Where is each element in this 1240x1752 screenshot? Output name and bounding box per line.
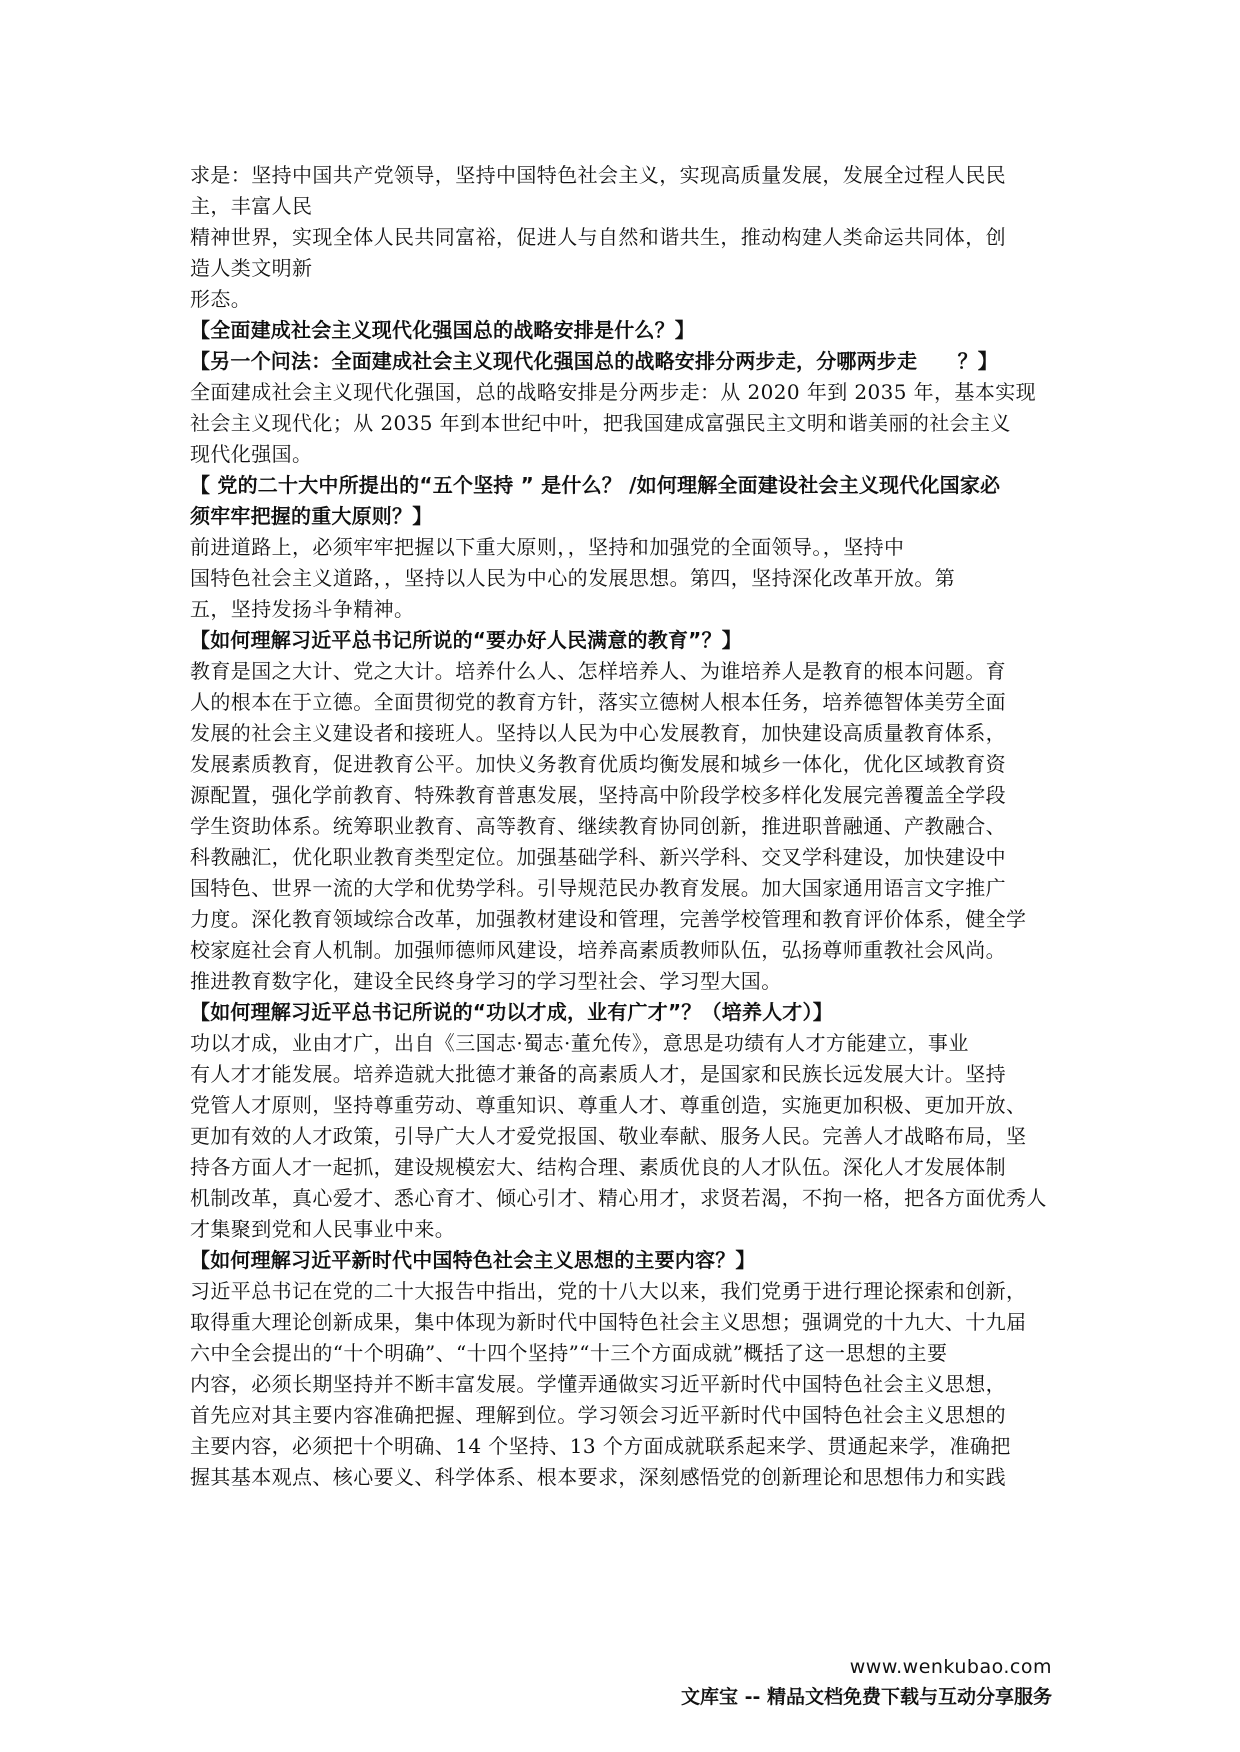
section-heading [190, 346, 1075, 377]
text-line: 握其基本观点、核心要义、科学体系、根本要求，深刻感悟党的创新理论和思想伟力和实践 [190, 1465, 1006, 1489]
text-line: 前进道路上，必须牢牢把握以下重大原则，，坚持和加强党的全面领导。，坚持中 [190, 535, 905, 559]
heading-line: 须牢牢把握的重大原则？】 [190, 504, 433, 528]
text-line: 国特色社会主义道路，，坚持以人民为中心的发展思想。第四，坚持深化改革开放。第 [190, 566, 956, 590]
text-line: 校家庭社会育人机制。加强师德师风建设，培养高素质教师队伍，弘扬尊师重教社会风尚。 [190, 938, 1006, 962]
text-line: 科教融汇，优化职业教育类型定位。加强基础学科、新兴学科、交叉学科建设，加快建设中 [190, 845, 1006, 869]
text-line: 六中全会提出的“十个明确”、“十四个坚持”“十三个方面成就”概括了这一思想的主要 [190, 1341, 948, 1365]
heading-line: 【如何理解习近平总书记所说的“要办好人民满意的教育”？】 [190, 628, 742, 652]
heading-line: 【另一个问法：全面建成社会主义现代化强国总的战略安排分两步走，分哪两步走 ？】 [190, 349, 998, 373]
text-line: 发展的社会主义建设者和接班人。坚持以人民为中心发展教育，加快建设高质量教育体系， [190, 721, 1006, 745]
footer-tagline: 文库宝 -- 精品文档免费下载与互动分享服务 [680, 1686, 1052, 1708]
body-paragraph [190, 160, 1075, 315]
text-line: 党管人才原则，坚持尊重劳动、尊重知识、尊重人才、尊重创造，实施更加积极、更加开放、 [190, 1093, 1027, 1117]
text-line: 机制改革，真心爱才、悉心育才、倾心引才、精心用才，求贤若渴，不拘一格，把各方面优秀人 [190, 1186, 1047, 1210]
section-heading [190, 470, 1075, 532]
section-heading [190, 315, 1075, 346]
text-line: 求是：坚持中国共产党领导，坚持中国特色社会主义，实现高质量发展，发展全过程人民民 [190, 163, 1006, 187]
text-line: 源配置，强化学前教育、特殊教育普惠发展，坚持高中阶段学校多样化发展完善覆盖全学段 [190, 783, 1006, 807]
body-paragraph [190, 1276, 1075, 1493]
text-line: 精神世界，实现全体人民共同富裕，促进人与自然和谐共生，推动构建人类命运共同体，创 [190, 225, 1006, 249]
text-line: 人的根本在于立德。全面贯彻党的教育方针，落实立德树人根本任务，培养德智体美劳全面 [190, 690, 1006, 714]
text-line: 有人才才能发展。培养造就大批德才兼备的高素质人才，是国家和民族长远发展大计。坚持 [190, 1062, 1006, 1086]
body-paragraph [190, 1028, 1075, 1245]
text-line: 持各方面人才一起抓，建设规模宏大、结构合理、素质优良的人才队伍。深化人才发展体制 [190, 1155, 1006, 1179]
text-line: 现代化强国。 [190, 442, 313, 466]
heading-line: 【如何理解习近平新时代中国特色社会主义思想的主要内容？】 [190, 1248, 756, 1272]
text-line: 全面建成社会主义现代化强国，总的战略安排是分两步走：从 2020 年到 2035 年，基本实现 [190, 380, 1037, 404]
heading-line: 【 党的二十大中所提出的“五个坚持 ” 是什么？ /如何理解全面建设社会主义现代化国家必 [190, 473, 1001, 497]
text-line: 才集聚到党和人民事业中来。 [190, 1217, 456, 1241]
body-paragraph [190, 656, 1075, 997]
text-line: 学生资助体系。统筹职业教育、高等教育、继续教育协同创新，推进职普融通、产教融合、 [190, 814, 1006, 838]
text-line: 习近平总书记在党的二十大报告中指出，党的十八大以来，我们党勇于进行理论探索和创新， [190, 1279, 1027, 1303]
text-line: 功以才成，业由才广，出自《三国志·蜀志·董允传》，意思是功绩有人才方能建立，事业 [190, 1031, 969, 1055]
text-line: 五，坚持发扬斗争精神。 [190, 597, 415, 621]
body-paragraph [190, 532, 1075, 625]
heading-line: 【全面建成社会主义现代化强国总的战略安排是什么？】 [190, 318, 695, 342]
text-line: 主，丰富人民 [190, 194, 313, 218]
section-heading [190, 1245, 1075, 1276]
text-line: 更加有效的人才政策，引导广大人才爱党报国、敬业奉献、服务人民。完善人才战略布局，坚 [190, 1124, 1027, 1148]
text-line: 教育是国之大计、党之大计。培养什么人、怎样培养人、为谁培养人是教育的根本问题。育 [190, 659, 1006, 683]
text-line: 推进教育数字化，建设全民终身学习的学习型社会、学习型大国。 [190, 969, 782, 993]
text-line: 社会主义现代化；从 2035 年到本世纪中叶，把我国建成富强民主文明和谐美丽的社会主义 [190, 411, 1011, 435]
text-line: 主要内容，必须把十个明确、14 个坚持、13 个方面成就联系起来学、贯通起来学，准确把 [190, 1434, 1011, 1458]
text-line: 力度。深化教育领域综合改革，加强教材建设和管理，完善学校管理和教育评价体系，健全学 [190, 907, 1027, 931]
text-line: 首先应对其主要内容准确把握、理解到位。学习领会习近平新时代中国特色社会主义思想的 [190, 1403, 1006, 1427]
text-line: 内容，必须长期坚持并不断丰富发展。学懂弄通做实习近平新时代中国特色社会主义思想， [190, 1372, 1006, 1396]
text-line: 形态。 [190, 287, 252, 311]
text-line: 国特色、世界一流的大学和优势学科。引导规范民办教育发展。加大国家通用语言文字推广 [190, 876, 1006, 900]
document-body [190, 160, 1075, 1493]
footer-url: www.wenkubao.com [849, 1656, 1052, 1678]
page-footer [681, 1652, 1052, 1712]
text-line: 造人类文明新 [190, 256, 313, 280]
section-heading [190, 997, 1075, 1028]
text-line: 取得重大理论创新成果，集中体现为新时代中国特色社会主义思想；强调党的十九大、十九届 [190, 1310, 1027, 1334]
body-paragraph [190, 377, 1075, 470]
section-heading [190, 625, 1075, 656]
heading-line: 【如何理解习近平总书记所说的“功以才成，业有广才”？（培养人才）】 [190, 1000, 833, 1024]
text-line: 发展素质教育，促进教育公平。加快义务教育优质均衡发展和城乡一体化，优化区域教育资 [190, 752, 1006, 776]
